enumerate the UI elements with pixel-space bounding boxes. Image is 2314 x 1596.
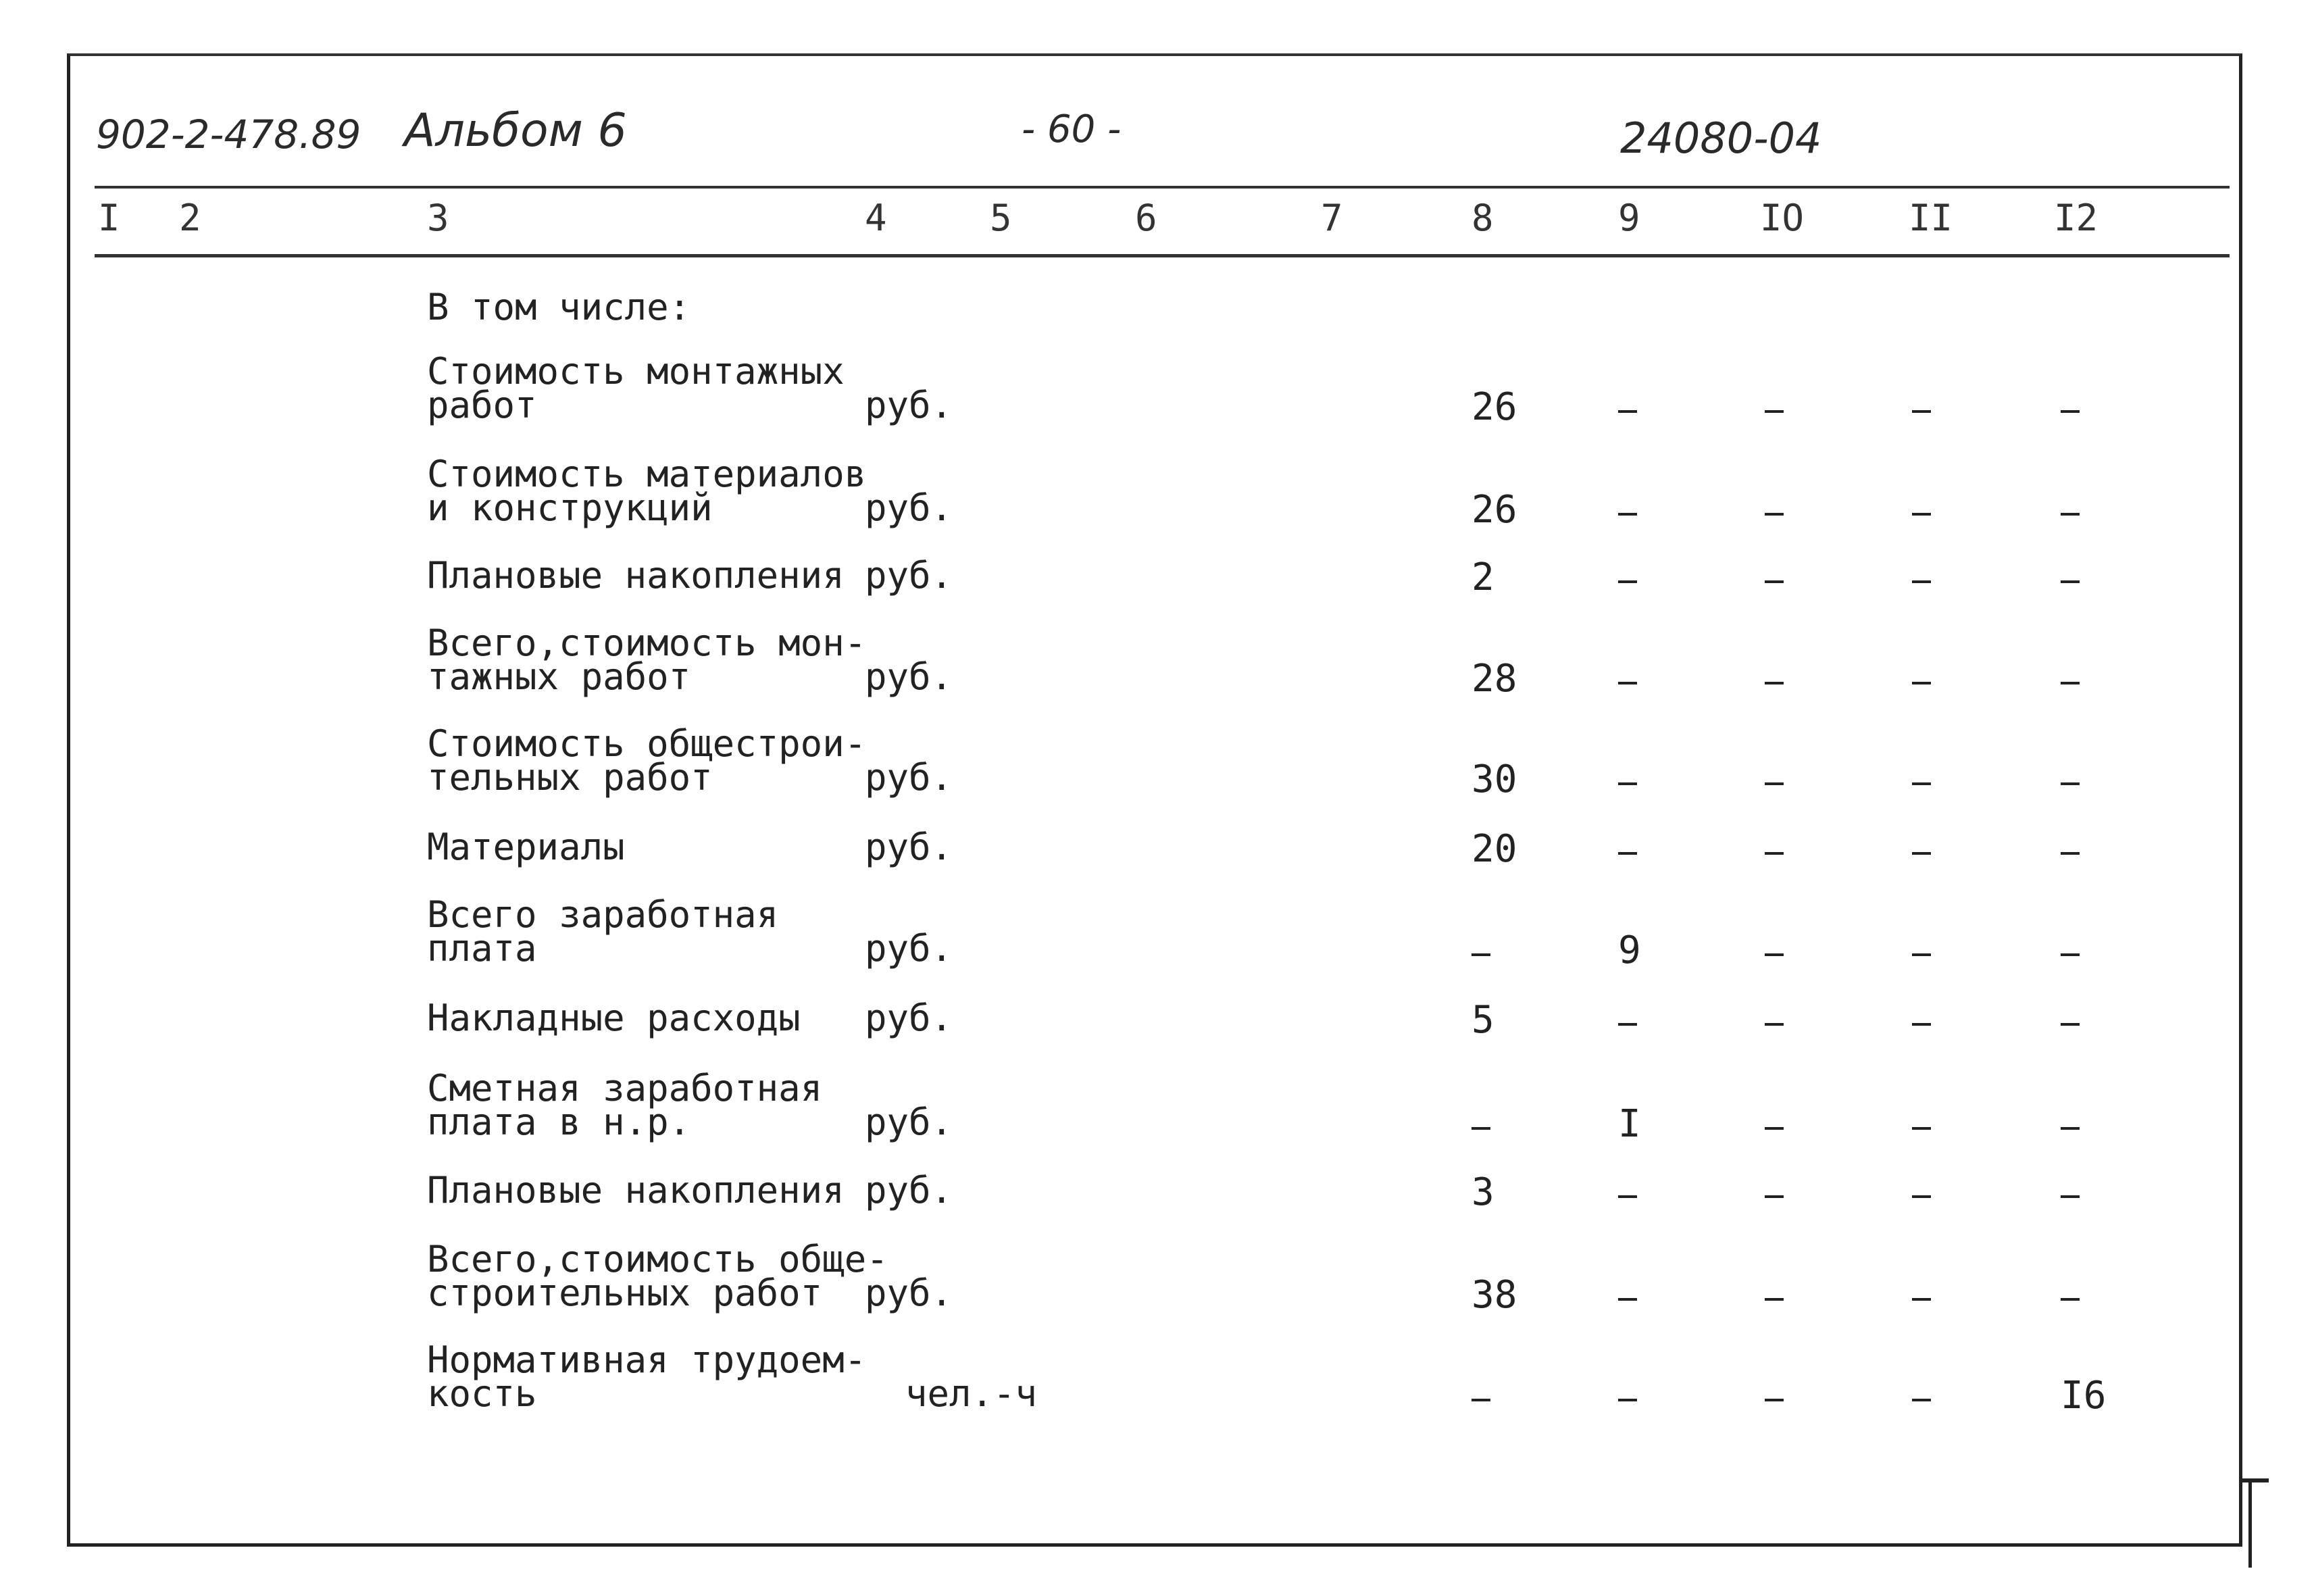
table-intro: В том числе: [427,286,691,328]
column-number-9: 9 [1618,197,1640,239]
row-name: Всего,стоимость мон- тажных работ [427,622,867,698]
row-name: Сметная заработная плата в н.р. [427,1067,823,1143]
row-name: Материалы [427,826,625,868]
empty-dash-c11 [1912,1023,1931,1026]
column-number-2: 2 [179,197,201,239]
empty-dash-c8 [1472,1127,1490,1130]
row-unit: руб. [865,1101,953,1143]
empty-dash-c9 [1618,1195,1637,1198]
empty-dash-c11 [1912,1298,1931,1301]
empty-dash-c12 [2061,682,2080,684]
doc-code: 902-2-478.89 [96,111,361,157]
empty-dash-c12 [2061,410,2080,413]
empty-dash-c12 [2061,852,2080,855]
row-unit: руб. [865,655,953,698]
empty-dash-c11 [1912,852,1931,855]
empty-dash-c12 [2061,513,2080,516]
column-number-5: 5 [990,197,1012,239]
row-name: Нормативная трудоем- кость [427,1339,867,1415]
empty-dash-c10 [1765,852,1784,855]
value-c9: 9 [1618,928,1641,972]
empty-dash-c11 [1912,1195,1931,1198]
empty-dash-c10 [1765,410,1784,413]
empty-dash-c11 [1912,580,1931,583]
empty-dash-c9 [1618,580,1637,583]
value-c8: 20 [1472,827,1517,871]
page-number: - 60 - [1022,107,1122,151]
row-name: Стоимость монтажных работ [427,350,845,426]
empty-dash-c10 [1765,1023,1784,1026]
empty-dash-c11 [1912,782,1931,785]
empty-dash-c10 [1765,782,1784,785]
row-name: Накладные расходы [427,997,801,1039]
empty-dash-c11 [1912,513,1931,516]
value-c8: 38 [1472,1273,1517,1317]
page-frame [67,53,2242,1547]
row-unit: руб. [865,997,953,1039]
value-c8: 3 [1472,1170,1494,1214]
value-c8: 26 [1472,488,1517,532]
empty-dash-c8 [1472,953,1490,956]
empty-dash-c10 [1765,682,1784,684]
header-rule-top [95,186,2230,189]
header-rule-bottom [95,254,2230,257]
column-number-3: 3 [427,197,449,239]
empty-dash-c10 [1765,1298,1784,1301]
empty-dash-c9 [1618,682,1637,684]
reference-number: 24080-04 [1620,114,1822,163]
row-unit: руб. [865,1169,953,1212]
column-number-6: 6 [1135,197,1157,239]
value-c8: 2 [1472,555,1494,599]
row-name: Всего,стоимость обще- строительных работ [427,1238,888,1314]
column-number-1: I [98,197,120,239]
empty-dash-c12 [2061,1023,2080,1026]
row-unit: руб. [865,554,953,597]
value-c8: 26 [1472,385,1517,429]
empty-dash-c12 [2061,1298,2080,1301]
row-unit: руб. [865,927,953,970]
empty-dash-c10 [1765,953,1784,956]
empty-dash-c12 [2061,580,2080,583]
column-number-7: 7 [1321,197,1343,239]
empty-dash-c9 [1618,410,1637,413]
value-c9: I [1618,1102,1641,1146]
row-unit: чел.-ч [905,1372,1038,1415]
empty-dash-c12 [2061,953,2080,956]
edge-tick-mark [2242,1478,2269,1482]
row-unit: руб. [865,1272,953,1314]
empty-dash-c9 [1618,852,1637,855]
value-c8: 30 [1472,757,1517,801]
value-c8: 28 [1472,657,1517,701]
empty-dash-c9 [1618,782,1637,785]
empty-dash-c12 [2061,1127,2080,1130]
album-label: Альбом 6 [404,104,627,157]
value-c12: I6 [2061,1374,2107,1418]
row-unit: руб. [865,487,953,529]
row-name: Стоимость материалов и конструкций [427,453,867,529]
row-unit: руб. [865,384,953,426]
row-unit: руб. [865,756,953,799]
empty-dash-c9 [1618,513,1637,516]
row-name: Плановые накопления [427,1169,845,1212]
empty-dash-c11 [1912,1127,1931,1130]
column-number-10: IO [1760,197,1805,239]
empty-dash-c10 [1765,513,1784,516]
value-c8: 5 [1472,998,1494,1042]
edge-tick-mark-vertical [2248,1480,2252,1568]
empty-dash-c9 [1618,1399,1637,1401]
empty-dash-c10 [1765,1195,1784,1198]
empty-dash-c9 [1618,1298,1637,1301]
column-number-12: I2 [2054,197,2098,239]
column-number-8: 8 [1472,197,1494,239]
empty-dash-c11 [1912,1399,1931,1401]
row-unit: руб. [865,826,953,868]
empty-dash-c10 [1765,1399,1784,1401]
empty-dash-c9 [1618,1023,1637,1026]
empty-dash-c11 [1912,682,1931,684]
empty-dash-c12 [2061,1195,2080,1198]
empty-dash-c10 [1765,1127,1784,1130]
empty-dash-c11 [1912,953,1931,956]
column-number-4: 4 [865,197,887,239]
empty-dash-c11 [1912,410,1931,413]
row-name: Всего заработная плата [427,893,779,970]
empty-dash-c8 [1472,1399,1490,1401]
empty-dash-c12 [2061,782,2080,785]
row-name: Стоимость общестрои- тельных работ [427,722,867,799]
column-number-11: II [1909,197,1953,239]
row-name: Плановые накопления [427,554,845,597]
empty-dash-c10 [1765,580,1784,583]
